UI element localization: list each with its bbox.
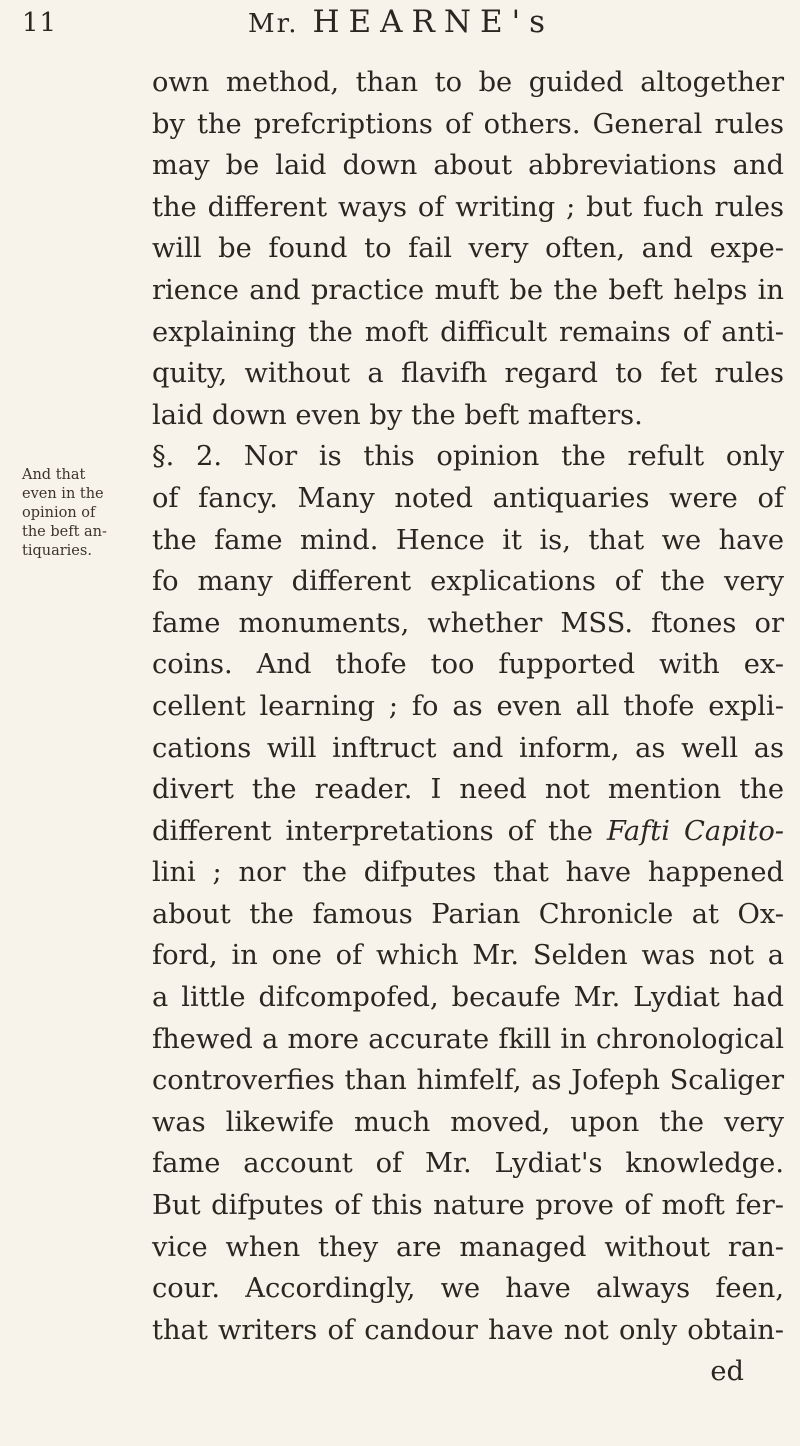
running-head: [248, 4, 554, 40]
text-line: cations will inftruct and inform, as well as: [152, 732, 784, 764]
text-line: will be found to fail very often, and expe-: [152, 233, 784, 265]
text-line: the different ways of writing ; but fuch rules: [152, 191, 784, 223]
text-line: But difputes of this nature prove of moft fer-: [152, 1190, 784, 1222]
margin-note-line: And that: [22, 467, 86, 483]
margin-note-line: tiquaries.: [22, 543, 92, 559]
text-line: divert the reader. I need not mention the: [152, 774, 784, 806]
text-line: the fame mind. Hence it is, that we have: [152, 524, 784, 556]
catchword: ed: [710, 1356, 744, 1388]
running-head-title: HEARNE's: [312, 4, 555, 40]
text-line: fame monuments, whether MSS. ftones or: [152, 607, 784, 639]
text-segment: different interpretations of the: [152, 815, 607, 847]
italic-title: Fafti Capito-: [606, 815, 784, 847]
text-line: vice when they are managed without ran-: [152, 1231, 784, 1263]
text-line: fo many different explications of the very: [152, 566, 784, 598]
margin-note-line: the beft an-: [22, 524, 107, 540]
text-line: that writers of candour have not only obtain-: [152, 1314, 784, 1346]
text-line: a little difcompofed, becaufe Mr. Lydiat had: [152, 982, 784, 1014]
text-line: of fancy. Many noted antiquaries were of: [152, 482, 784, 514]
text-line: ford, in one of which Mr. Selden was not a: [152, 940, 784, 972]
margin-note-line: opinion of: [22, 505, 96, 521]
running-head-prefix: Mr.: [248, 9, 299, 39]
text-line: own method, than to be guided altogether: [152, 67, 784, 98]
text-line: coins. And thofe too fupported with ex-: [152, 649, 784, 681]
text-line: may be laid down about abbreviations and: [152, 150, 784, 182]
text-line: laid down even by the beft mafters.: [152, 399, 643, 431]
page-number: 11: [22, 8, 58, 38]
text-line: [152, 811, 784, 853]
text-line: lini ; nor the difputes that have happened: [152, 857, 784, 889]
text-line: fame account of Mr. Lydiat's knowledge.: [152, 1148, 784, 1180]
text-line: about the famous Parian Chronicle at Ox-: [152, 898, 784, 930]
text-line: quity, without a flavifh regard to fet rules: [152, 358, 784, 390]
text-line: was likewife much moved, upon the very: [152, 1106, 784, 1138]
text-line: cellent learning ; fo as even all thofe expli-: [152, 690, 784, 722]
text-line: fhewed a more accurate fkill in chronological: [152, 1023, 784, 1055]
margin-note: [22, 466, 140, 561]
text-line: explaining the moft difficult remains of anti-: [152, 316, 784, 348]
text-line: cour. Accordingly, we have always feen,: [152, 1273, 784, 1305]
body-text: [152, 62, 784, 1393]
text-line: controverfies than himfelf, as Jofeph Scaliger: [152, 1065, 784, 1097]
text-line: §. 2. Nor is this opinion the refult only: [152, 441, 784, 473]
margin-note-line: even in the: [22, 486, 104, 502]
text-line: by the prefcriptions of others. General rules: [152, 108, 784, 140]
text-line: rience and practice muft be the beft helps in: [152, 274, 784, 306]
